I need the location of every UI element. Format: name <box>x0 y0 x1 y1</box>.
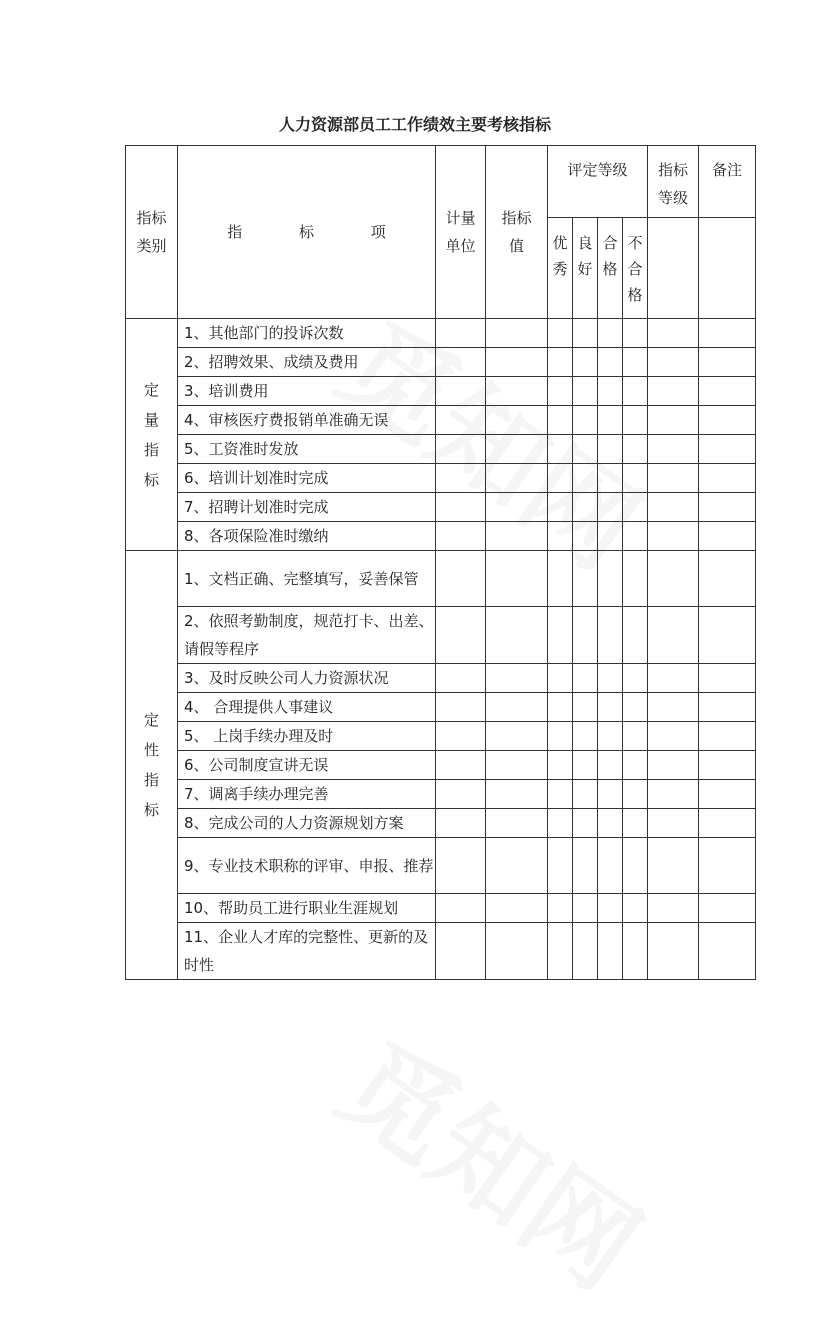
empty-cell <box>573 435 598 464</box>
indicator-item: 4、 合理提供人事建议 <box>178 693 436 722</box>
rating-pass-cell <box>598 218 623 319</box>
header-category: 指标类别 <box>136 209 167 255</box>
empty-cell <box>699 435 756 464</box>
empty-cell <box>573 464 598 493</box>
header-item: 指 标 项 <box>227 223 412 241</box>
empty-cell <box>699 522 756 551</box>
empty-cell <box>699 693 756 722</box>
empty-cell <box>573 348 598 377</box>
empty-cell <box>548 838 573 894</box>
empty-cell <box>598 722 623 751</box>
empty-cell <box>648 435 699 464</box>
empty-cell <box>648 493 699 522</box>
empty-cell <box>699 551 756 607</box>
empty-cell <box>648 838 699 894</box>
table-row <box>126 894 756 923</box>
empty-cell <box>648 722 699 751</box>
empty-cell <box>648 780 699 809</box>
empty-cell <box>598 894 623 923</box>
empty-cell <box>648 664 699 693</box>
empty-cell <box>573 493 598 522</box>
rating-pass: 合格 <box>602 234 618 278</box>
indicator-item: 3、培训费用 <box>178 377 436 406</box>
empty-cell <box>699 377 756 406</box>
empty-cell <box>436 406 486 435</box>
empty-cell <box>486 607 548 664</box>
table-row <box>126 722 756 751</box>
table-row <box>126 664 756 693</box>
empty-cell <box>436 435 486 464</box>
empty-cell <box>486 406 548 435</box>
empty-cell <box>573 319 598 348</box>
empty-cell <box>648 464 699 493</box>
rating-excellent: 优秀 <box>552 234 568 278</box>
empty-cell <box>436 522 486 551</box>
empty-cell <box>548 406 573 435</box>
indicator-item: 6、公司制度宣讲无误 <box>178 751 436 780</box>
empty-cell <box>648 522 699 551</box>
empty-cell <box>699 751 756 780</box>
empty-cell <box>699 923 756 980</box>
empty-cell <box>548 319 573 348</box>
empty-cell <box>548 607 573 664</box>
table-row <box>126 348 756 377</box>
empty-cell <box>598 751 623 780</box>
rating-good-cell <box>573 218 598 319</box>
empty-cell <box>699 722 756 751</box>
header-category-cell <box>126 146 178 319</box>
group-label-cell <box>126 319 178 551</box>
empty-cell <box>598 838 623 894</box>
indicator-item: 2、招聘效果、成绩及费用 <box>178 348 436 377</box>
empty-cell <box>623 923 648 980</box>
empty-cell <box>648 809 699 838</box>
header-rating: 评定等级 <box>567 161 628 179</box>
empty-cell <box>486 522 548 551</box>
empty-cell <box>699 780 756 809</box>
table-row <box>126 780 756 809</box>
empty-cell <box>548 809 573 838</box>
rating-fail-cell <box>623 218 648 319</box>
empty-cell <box>623 780 648 809</box>
empty-cell <box>486 551 548 607</box>
empty-cell <box>436 377 486 406</box>
rating-good: 良好 <box>577 234 593 278</box>
empty-cell <box>573 838 598 894</box>
empty-cell <box>548 522 573 551</box>
header-level: 指标等级 <box>658 161 689 207</box>
indicator-item: 9、专业技术职称的评审、申报、推荐 <box>178 838 436 894</box>
header-remark: 备注 <box>712 161 743 179</box>
indicator-item: 8、完成公司的人力资源规划方案 <box>178 809 436 838</box>
indicator-item: 1、文档正确、完整填写，妥善保管 <box>178 551 436 607</box>
table-row <box>126 809 756 838</box>
empty-cell <box>573 923 598 980</box>
empty-cell <box>486 464 548 493</box>
empty-cell <box>548 780 573 809</box>
empty-cell <box>598 435 623 464</box>
empty-cell <box>436 838 486 894</box>
empty-cell <box>598 406 623 435</box>
remark-empty-cell <box>699 218 756 319</box>
table-row <box>126 493 756 522</box>
empty-cell <box>548 894 573 923</box>
empty-cell <box>486 838 548 894</box>
header-unit-cell <box>436 146 486 319</box>
table-row <box>126 838 756 894</box>
empty-cell <box>548 751 573 780</box>
empty-cell <box>699 894 756 923</box>
empty-cell <box>548 348 573 377</box>
empty-cell <box>598 377 623 406</box>
header-remark-cell <box>699 146 756 218</box>
empty-cell <box>486 894 548 923</box>
empty-cell <box>548 693 573 722</box>
indicator-item: 2、依照考勤制度，规范打卡、出差、请假等程序 <box>178 607 436 664</box>
empty-cell <box>623 722 648 751</box>
empty-cell <box>623 838 648 894</box>
table-row <box>126 377 756 406</box>
empty-cell <box>486 664 548 693</box>
page-title: 人力资源部员工工作绩效主要考核指标 <box>278 115 551 134</box>
empty-cell <box>648 894 699 923</box>
empty-cell <box>648 377 699 406</box>
indicator-item: 7、调离手续办理完善 <box>178 780 436 809</box>
empty-cell <box>623 464 648 493</box>
empty-cell <box>623 493 648 522</box>
empty-cell <box>623 406 648 435</box>
empty-cell <box>436 780 486 809</box>
empty-cell <box>573 607 598 664</box>
empty-cell <box>436 751 486 780</box>
empty-cell <box>548 923 573 980</box>
empty-cell <box>548 435 573 464</box>
watermark-bottom <box>315 1000 676 1318</box>
indicator-item: 6、培训计划准时完成 <box>178 464 436 493</box>
empty-cell <box>573 551 598 607</box>
empty-cell <box>573 522 598 551</box>
empty-cell <box>436 722 486 751</box>
empty-cell <box>623 319 648 348</box>
empty-cell <box>548 493 573 522</box>
header-value: 指标值 <box>501 209 532 255</box>
empty-cell <box>573 780 598 809</box>
table-row <box>126 923 756 980</box>
empty-cell <box>436 923 486 980</box>
empty-cell <box>648 348 699 377</box>
empty-cell <box>598 923 623 980</box>
kpi-table <box>125 145 756 980</box>
table-row <box>126 319 756 348</box>
empty-cell <box>623 809 648 838</box>
indicator-item: 1、其他部门的投诉次数 <box>178 319 436 348</box>
empty-cell <box>573 406 598 435</box>
empty-cell <box>623 607 648 664</box>
table-row <box>126 551 756 607</box>
empty-cell <box>598 809 623 838</box>
empty-cell <box>486 751 548 780</box>
indicator-item: 3、及时反映公司人力资源状况 <box>178 664 436 693</box>
empty-cell <box>573 664 598 693</box>
empty-cell <box>598 493 623 522</box>
table-row <box>126 522 756 551</box>
empty-cell <box>598 551 623 607</box>
table-row <box>126 693 756 722</box>
empty-cell <box>623 551 648 607</box>
empty-cell <box>573 722 598 751</box>
empty-cell <box>648 319 699 348</box>
empty-cell <box>699 809 756 838</box>
empty-cell <box>699 464 756 493</box>
empty-cell <box>623 751 648 780</box>
table-row <box>126 435 756 464</box>
empty-cell <box>573 377 598 406</box>
empty-cell <box>598 664 623 693</box>
empty-cell <box>436 464 486 493</box>
empty-cell <box>598 607 623 664</box>
empty-cell <box>436 664 486 693</box>
group-label: 定性指标 <box>143 711 159 819</box>
empty-cell <box>648 406 699 435</box>
empty-cell <box>436 551 486 607</box>
indicator-item: 10、帮助员工进行职业生涯规划 <box>178 894 436 923</box>
level-empty-cell <box>648 218 699 319</box>
empty-cell <box>623 435 648 464</box>
empty-cell <box>699 348 756 377</box>
table-row <box>126 607 756 664</box>
empty-cell <box>436 348 486 377</box>
empty-cell <box>486 493 548 522</box>
empty-cell <box>598 464 623 493</box>
rating-fail: 不合格 <box>627 234 643 304</box>
empty-cell <box>548 551 573 607</box>
empty-cell <box>598 522 623 551</box>
indicator-item: 5、 上岗手续办理及时 <box>178 722 436 751</box>
empty-cell <box>648 551 699 607</box>
empty-cell <box>436 607 486 664</box>
empty-cell <box>548 464 573 493</box>
header-unit: 计量单位 <box>445 209 476 255</box>
empty-cell <box>699 664 756 693</box>
empty-cell <box>486 377 548 406</box>
empty-cell <box>573 894 598 923</box>
empty-cell <box>623 522 648 551</box>
empty-cell <box>436 493 486 522</box>
indicator-item: 5、工资准时发放 <box>178 435 436 464</box>
empty-cell <box>436 894 486 923</box>
empty-cell <box>648 751 699 780</box>
empty-cell <box>648 693 699 722</box>
indicator-item: 7、招聘计划准时完成 <box>178 493 436 522</box>
indicator-item: 4、审核医疗费报销单准确无误 <box>178 406 436 435</box>
empty-cell <box>486 435 548 464</box>
empty-cell <box>573 809 598 838</box>
empty-cell <box>486 780 548 809</box>
empty-cell <box>486 722 548 751</box>
header-item-cell <box>178 146 436 319</box>
empty-cell <box>548 722 573 751</box>
empty-cell <box>699 406 756 435</box>
empty-cell <box>486 923 548 980</box>
empty-cell <box>648 607 699 664</box>
empty-cell <box>623 693 648 722</box>
indicator-item: 11、企业人才库的完整性、更新的及时性 <box>178 923 436 980</box>
empty-cell <box>648 923 699 980</box>
empty-cell <box>486 809 548 838</box>
empty-cell <box>573 693 598 722</box>
empty-cell <box>699 319 756 348</box>
empty-cell <box>598 348 623 377</box>
empty-cell <box>699 838 756 894</box>
empty-cell <box>623 664 648 693</box>
table-row <box>126 464 756 493</box>
empty-cell <box>436 809 486 838</box>
empty-cell <box>598 780 623 809</box>
group-label: 定量指标 <box>143 380 159 489</box>
empty-cell <box>699 493 756 522</box>
empty-cell <box>436 319 486 348</box>
empty-cell <box>699 607 756 664</box>
empty-cell <box>598 693 623 722</box>
empty-cell <box>623 348 648 377</box>
table-row <box>126 406 756 435</box>
indicator-item: 8、各项保险准时缴纳 <box>178 522 436 551</box>
empty-cell <box>486 348 548 377</box>
header-rating-cell <box>548 146 648 218</box>
empty-cell <box>623 894 648 923</box>
empty-cell <box>486 319 548 348</box>
empty-cell <box>573 751 598 780</box>
header-value-cell <box>486 146 548 319</box>
rating-excellent-cell <box>548 218 573 319</box>
empty-cell <box>548 377 573 406</box>
empty-cell <box>598 319 623 348</box>
empty-cell <box>623 377 648 406</box>
empty-cell <box>486 693 548 722</box>
empty-cell <box>436 693 486 722</box>
group-label-cell <box>126 551 178 980</box>
header-level-cell <box>648 146 699 218</box>
empty-cell <box>548 664 573 693</box>
table-row <box>126 751 756 780</box>
